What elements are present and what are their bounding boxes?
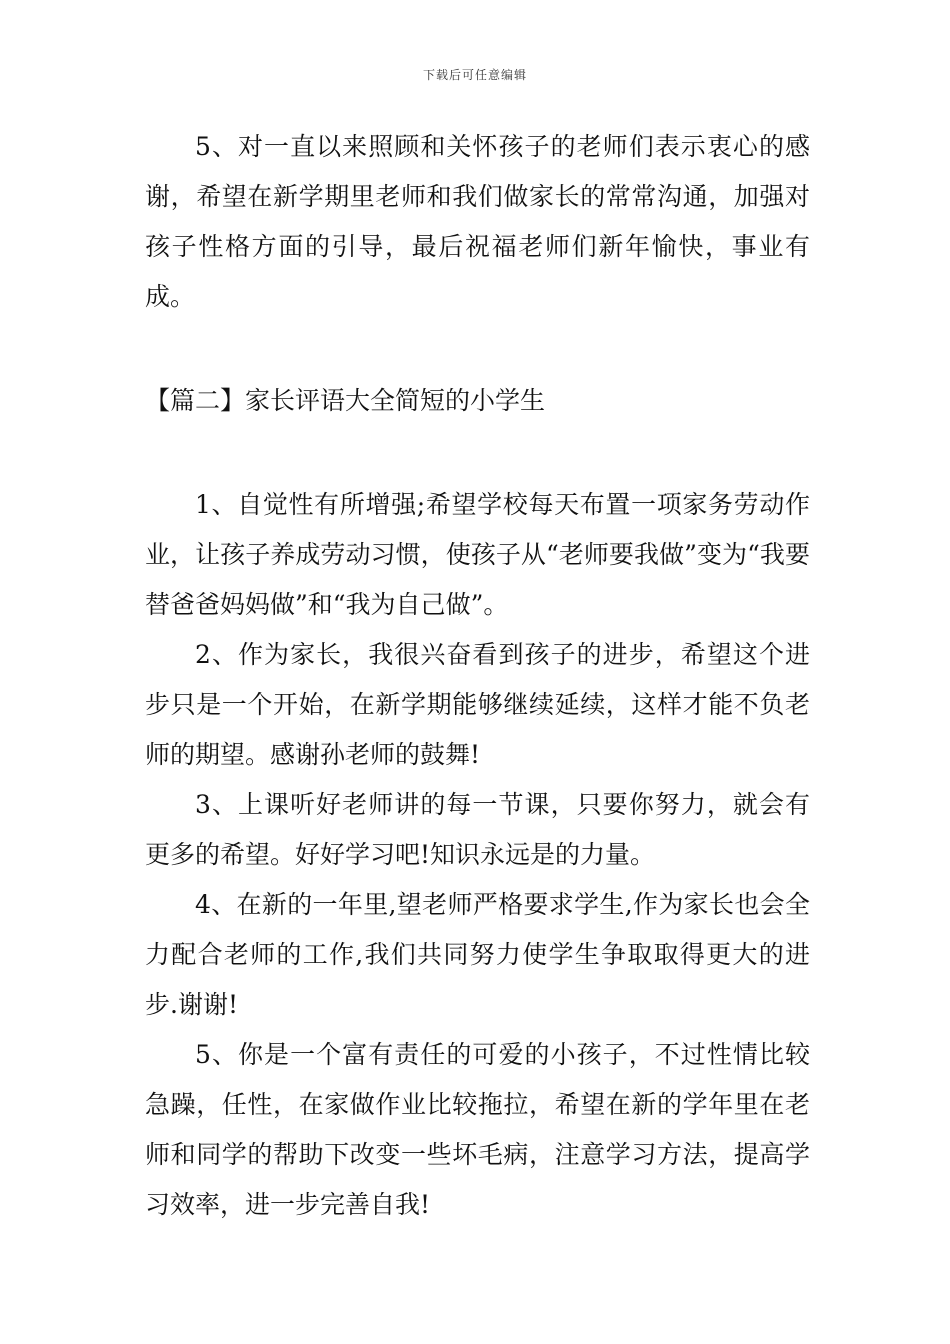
paragraph-5: 5、你是一个富有责任的可爱的小孩子，不过性情比较急躁，任性，在家做作业比较拖拉，希望在新的学年里在老师和同学的帮助下改变一些坏毛病，注意学习方法，提高学习效率，进一步完善自我! — [145, 1040, 810, 1219]
page-header-note: 下载后可任意编辑 — [422, 68, 527, 82]
section-title: 【篇二】家长评语大全简短的小学生 — [145, 386, 546, 415]
paragraph-3: 3、上课听好老师讲的每一节课，只要你努力，就会有更多的希望。好好学习吧!知识永远是的力量。 — [145, 790, 810, 869]
document-body — [145, 122, 810, 1230]
spacer — [145, 426, 810, 480]
paragraph-2: 2、作为家长，我很兴奋看到孩子的进步，希望这个进步只是一个开始，在新学期能够继续延续，这样才能不负老师的期望。感谢孙老师的鼓舞! — [145, 640, 810, 769]
paragraph-1: 1、自觉性有所增强;希望学校每天布置一项家务劳动作业，让孩子养成劳动习惯，使孩子从“老师要我做”变为“我要替爸爸妈妈做”和“我为自己做”。 — [145, 490, 810, 619]
spacer — [145, 322, 810, 376]
paragraph-4: 4、在新的一年里,望老师严格要求学生,作为家长也会全力配合老师的工作,我们共同努力使学生争取取得更大的进步.谢谢! — [145, 890, 810, 1019]
intro-paragraph: 5、对一直以来照顾和关怀孩子的老师们表示衷心的感谢，希望在新学期里老师和我们做家长的常常沟通，加强对孩子性格方面的引导，最后祝福老师们新年愉快，事业有成。 — [145, 132, 810, 311]
